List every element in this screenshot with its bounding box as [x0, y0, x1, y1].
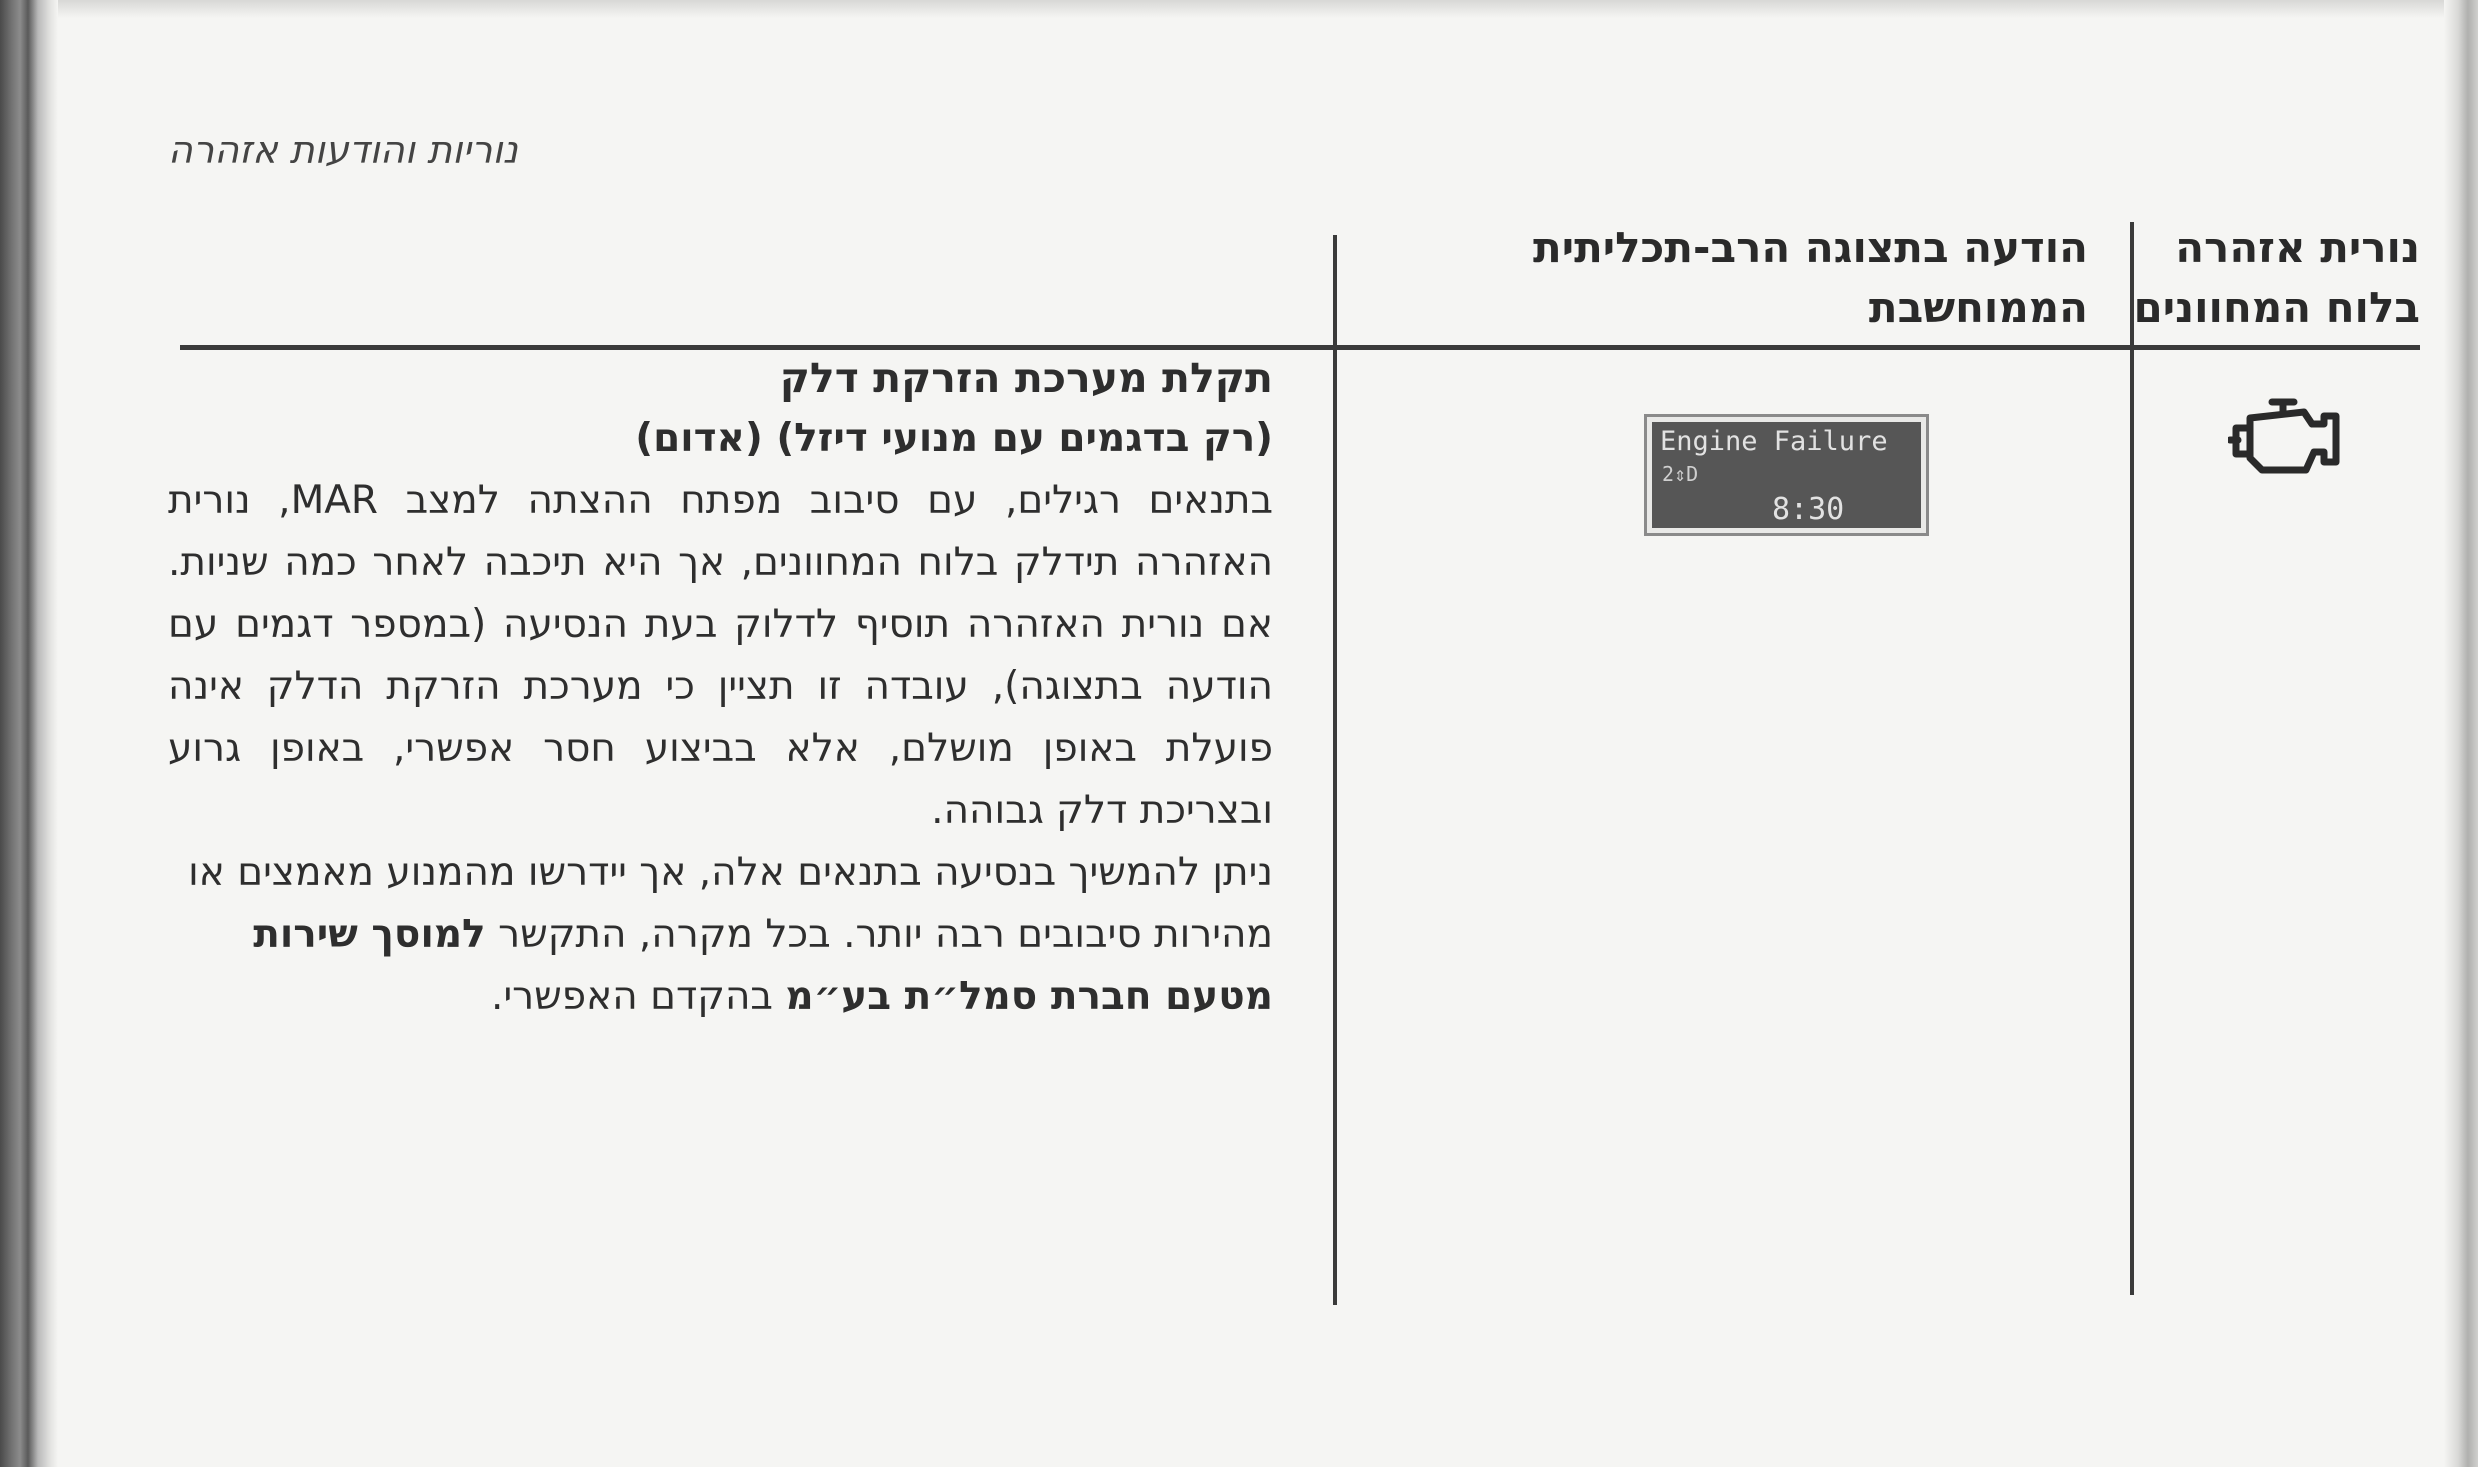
col-header-display-message	[1388, 218, 2088, 338]
paragraph-1: בתנאים רגילים, עם סיבוב מפתח ההצתה למצב MAR, נורית האזהרה תידלק בלוח המחוונים, אך היא תיכבה לאחר כמה שניות. אם נורית האזהרה תוסיף לדלוק בעת הנסיעה (במספר דגמים עם הודעה בתצוגה), עובדה זו תציין כי מערכת הזרקת הדלק אינה פועלת באופן מושלם, אלא בביצוע חסר אפשרי, באופן גרוע ובצריכת דלק גבוהה.	[168, 478, 1273, 833]
paragraph-2	[168, 842, 1273, 1028]
service-garage-emphasis: למוסך שירות מטעם חברת סמל״ת בע״מ	[253, 912, 1273, 1019]
running-header: נוריות והודעות אזהרה	[167, 128, 518, 172]
section-subtitle: (רק בדגמים עם מנועי דיזל) (אדום)	[635, 416, 1273, 461]
col-header-display-line2: הממוחשבת	[1868, 283, 2088, 332]
col-header-warning-lamp-line2: בלוח המחוונים	[2133, 283, 2420, 332]
page-top-edge	[0, 0, 2478, 18]
page-binding-edge	[0, 0, 58, 1467]
paragraph-2-text-b: בהקדם האפשרי.	[491, 974, 773, 1019]
description-text	[168, 348, 1273, 1028]
display-clock: 8:30	[1772, 492, 1845, 527]
display-screen	[1652, 422, 1921, 528]
col-header-display-line1: הודעה בתצוגה הרב-תכליתית	[1533, 223, 2088, 272]
col-header-warning-lamp-line1: נורית אזהרה	[2175, 223, 2420, 272]
column-divider-lamp	[2130, 222, 2134, 1295]
multifunction-display	[1644, 414, 1929, 536]
engine-icon	[2228, 396, 2344, 480]
column-divider-text	[1333, 235, 1337, 1305]
display-message: Engine Failure	[1660, 426, 1888, 457]
section-title: תקלת מערכת הזרקת דלק	[779, 354, 1273, 402]
paragraph-2-text-a: ניתן להמשיך בנסיעה בתנאים אלה, אך יידרשו מהמנוע מאמצים או מהירות סיבובים רבה יותר. בכל מקרה, התקשר	[188, 850, 1273, 957]
page-right-edge	[2444, 0, 2478, 1467]
col-header-warning-lamp	[2090, 218, 2420, 338]
display-gear-indicator: 2⇕D	[1662, 462, 1699, 486]
